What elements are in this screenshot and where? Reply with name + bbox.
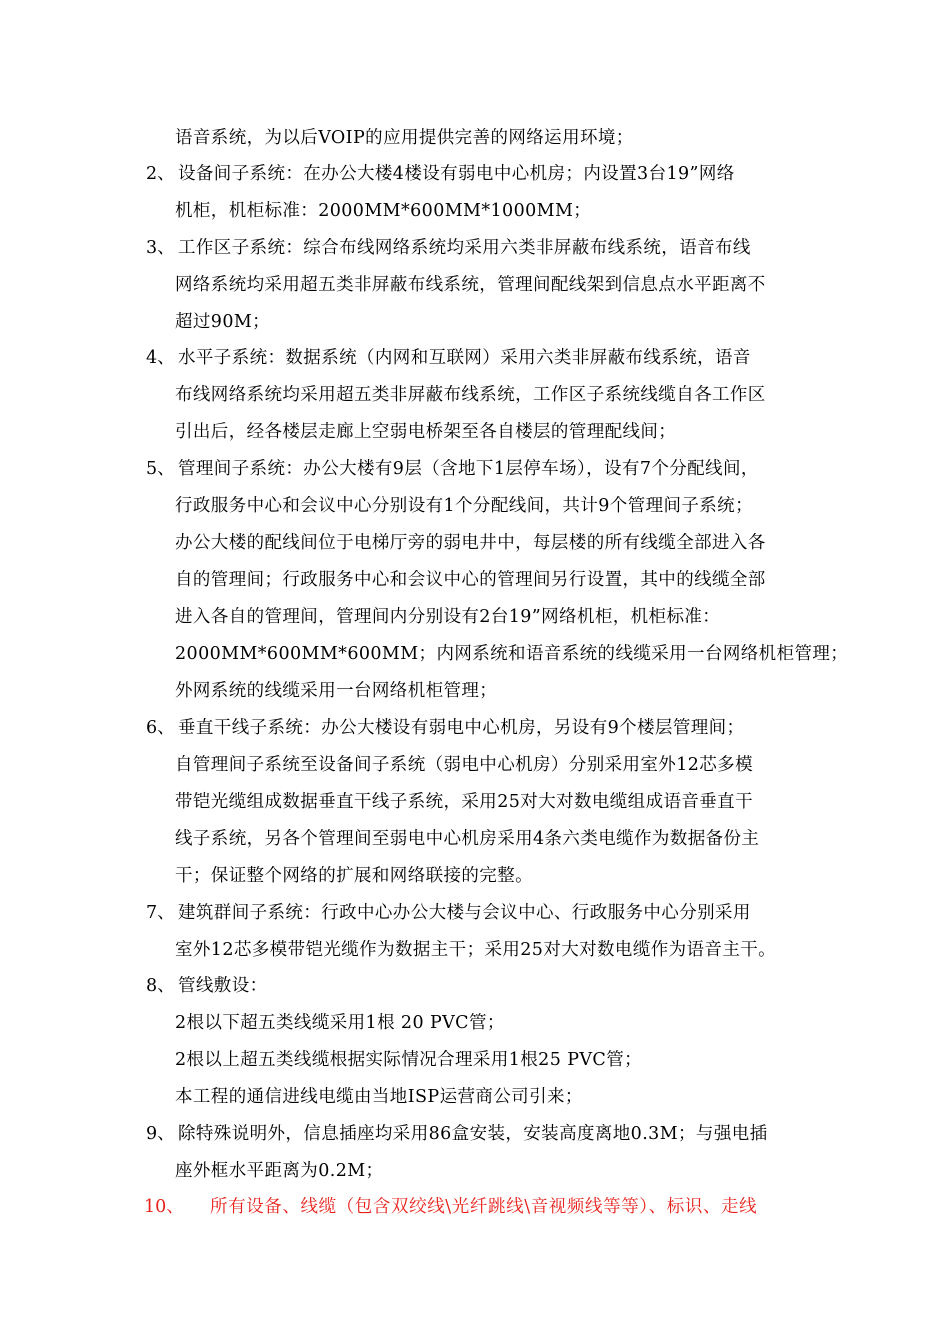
item-10-line-1: 所有设备、线缆（包含双绞线\光纤跳线\音视频线等等）、标识、走线	[210, 1197, 758, 1217]
item-5-line-5: 进入各自的管理间，管理间内分别设有2台19”网络机柜，机柜标准：	[175, 607, 721, 627]
item-6-line-3: 带铠光缆组成数据垂直干线子系统，采用25对大对数电缆组成语音垂直干	[175, 792, 753, 812]
item-3-line-1: 工作区子系统：综合布线网络系统均采用六类非屏蔽布线系统，语音布线	[178, 238, 751, 258]
item-6-line-5: 干；保证整个网络的扩展和网络联接的完整。	[175, 866, 533, 886]
item-number-4: 4、	[146, 348, 175, 368]
item-5-line-7: 外网系统的线缆采用一台网络机柜管理；	[175, 681, 498, 701]
item-9-line-2: 座外框水平距离为0.2M；	[175, 1161, 384, 1181]
item-4-line-1: 水平子系统：数据系统（内网和互联网）采用六类非屏蔽布线系统，语音	[178, 348, 751, 368]
item-5-line-4: 自的管理间；行政服务中心和会议中心的管理间另行设置，其中的线缆全部	[175, 570, 766, 590]
item-9-line-1: 除特殊说明外，信息插座均采用86盒安装，安装高度离地0.3M；与强电插	[178, 1124, 768, 1144]
item-5-line-1: 管理间子系统：办公大楼有9层（含地下1层停车场），设有7个分配线间，	[178, 459, 759, 479]
item-2-line-2: 机柜，机柜标准：2000MM*600MM*1000MM；	[175, 201, 592, 221]
item-number-2: 2、	[146, 164, 175, 184]
item-number-7: 7、	[146, 903, 175, 923]
item-2-line-1: 设备间子系统：在办公大楼4楼设有弱电中心机房；内设置3台19”网络	[178, 164, 735, 184]
item-number-8: 8、	[146, 976, 175, 996]
item-8-line-1: 管线敷设：	[178, 976, 268, 996]
intro-continuation-line: 语音系统，为以后VOIP的应用提供完善的网络运用环境；	[175, 128, 634, 148]
item-6-line-2: 自管理间子系统至设备间子系统（弱电中心机房）分别采用室外12芯多模	[175, 755, 753, 775]
item-8-line-3: 2根以上超五类线缆根据实际情况合理采用1根25 PVC管；	[175, 1050, 642, 1070]
item-4-line-2: 布线网络系统均采用超五类非屏蔽布线系统，工作区子系统线缆自各工作区	[175, 385, 766, 405]
item-5-line-2: 行政服务中心和会议中心分别设有1个分配线间，共计9个管理间子系统；	[175, 496, 753, 516]
item-number-9: 9、	[146, 1124, 175, 1144]
item-number-10: 10、	[144, 1197, 184, 1217]
item-6-line-1: 垂直干线子系统：办公大楼设有弱电中心机房，另设有9个楼层管理间；	[178, 718, 745, 738]
item-7-line-2: 室外12芯多模带铠光缆作为数据主干；采用25对大对数电缆作为语音主干。	[175, 940, 777, 960]
item-4-line-3: 引出后，经各楼层走廊上空弱电桥架至各自楼层的管理配线间；	[175, 422, 677, 442]
item-number-5: 5、	[146, 459, 175, 479]
item-8-line-2: 2根以下超五类线缆采用1根 20 PVC管；	[175, 1013, 505, 1033]
item-number-3: 3、	[146, 238, 175, 258]
item-number-6: 6、	[146, 718, 175, 738]
item-3-line-2: 网络系统均采用超五类非屏蔽布线系统，管理间配线架到信息点水平距离不	[175, 275, 766, 295]
item-5-line-6: 2000MM*600MM*600MM；内网系统和语音系统的线缆采用一台网络机柜管理；	[175, 644, 849, 664]
item-7-line-1: 建筑群间子系统：行政中心办公大楼与会议中心、行政服务中心分别采用	[178, 903, 751, 923]
item-6-line-4: 线子系统，另各个管理间至弱电中心机房采用4条六类电缆作为数据备份主	[175, 829, 760, 849]
item-8-line-4: 本工程的通信进线电缆由当地ISP运营商公司引来；	[175, 1087, 583, 1107]
item-5-line-3: 办公大楼的配线间位于电梯厅旁的弱电井中，每层楼的所有线缆全部进入各	[175, 533, 766, 553]
item-3-line-3: 超过90M；	[175, 312, 271, 332]
